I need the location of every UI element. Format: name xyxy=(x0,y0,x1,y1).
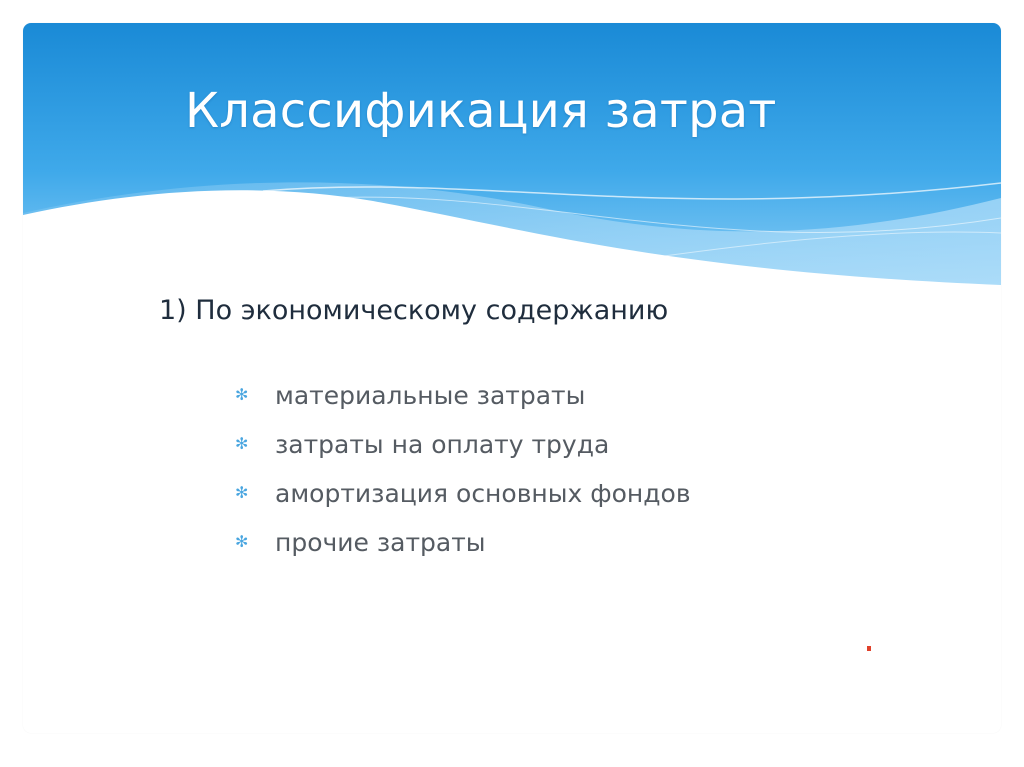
bullet-text: амортизация основных фондов xyxy=(275,479,691,508)
bullet-text: прочие затраты xyxy=(275,528,486,557)
slide-title: Классификация затрат xyxy=(185,83,777,139)
asterisk-bullet-icon: ✻ xyxy=(235,435,249,453)
list-item xyxy=(235,518,691,567)
list-item xyxy=(235,469,691,518)
asterisk-bullet-icon: ✻ xyxy=(235,533,249,551)
section-heading: 1) По экономическому содержанию xyxy=(159,295,669,326)
asterisk-bullet-icon: ✻ xyxy=(235,386,249,404)
bullet-text: затраты на оплату труда xyxy=(275,430,610,459)
slide xyxy=(23,23,1001,733)
accent-dot xyxy=(867,646,871,651)
list-item xyxy=(235,371,691,420)
bullet-text: материальные затраты xyxy=(275,381,586,410)
asterisk-bullet-icon: ✻ xyxy=(235,484,249,502)
header-wave-background xyxy=(23,23,1001,293)
bullet-list xyxy=(235,371,691,567)
list-item xyxy=(235,420,691,469)
